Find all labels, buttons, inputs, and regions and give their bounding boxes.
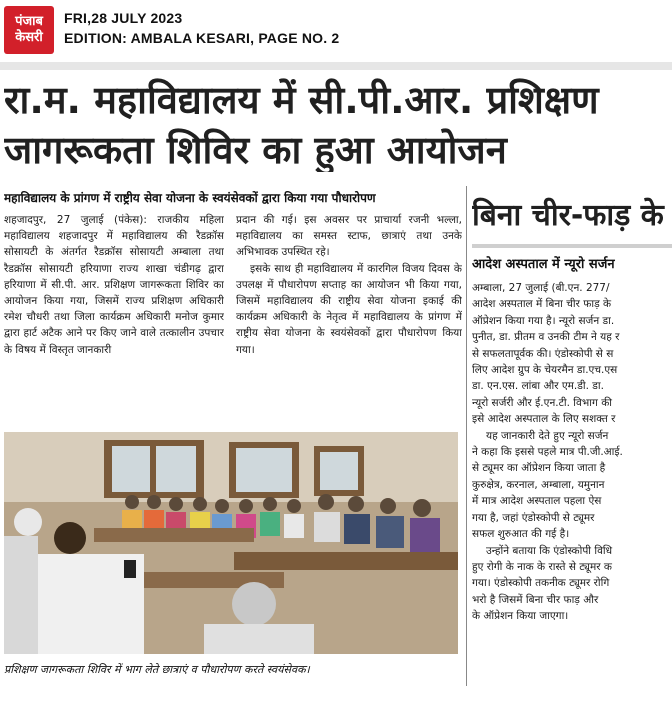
- side-line: इसे आदेश अस्पताल के लिए सशक्त र: [472, 413, 616, 426]
- side-line: कुरुक्षेत्र, करनाल, अम्बाला, यमुनान: [472, 478, 605, 491]
- side-article-headline: बिना चीर-फाड़ के: [472, 198, 664, 233]
- side-line: न्यूरो सर्जरी और ई.एन.टी. विभाग की: [472, 396, 612, 409]
- headline-line-2: जागरूकता शिविर का हुआ आयोजन: [4, 128, 507, 172]
- side-line: अम्बाला, 27 जुलाई (बी.एन. 277/: [472, 282, 610, 294]
- side-line: उन्होंने बताया कि एंडोस्कोपी विधि: [486, 544, 613, 557]
- newspaper-logo: [4, 6, 54, 54]
- logo-line-1: पंजाब: [15, 14, 43, 29]
- article-paragraph: इसके साथ ही महाविद्यालय में कारगिल विजय दिवस के उपलक्ष में पौधारोपण सप्ताह का आयोजन भी किया गया, जिसमें महाविद्यालय की राष्ट्रीय सेवा योजना इकाई की कार्यक्रम अधिकारी के नेतृत्व में महाविद्यालय के प्रांगण में राष्ट्रीय सेवा योजना के स्वयंसेवकों द्वारा पौधारोपण किया गया।: [236, 262, 462, 356]
- article-paragraph: प्रदान की गई। इस अवसर पर प्राचार्या रजनी भल्ला, महाविद्यालय का समस्त स्टाफ, छात्राएं तथा उनके अभिभावक उपस्थित रहे।: [236, 214, 462, 259]
- side-line: गया। एंडोस्कोपी तकनीक ट्यूमर रोगि: [472, 577, 610, 590]
- edition-info: EDITION: AMBALA KESARI, PAGE NO. 2: [64, 30, 340, 46]
- header-divider: [0, 62, 672, 70]
- side-article-band: [472, 244, 672, 248]
- side-line: के ऑप्रेशन किया जाएगा।: [472, 610, 569, 623]
- article-paragraph: शहजादपुर, 27 जुलाई (पंकेस): राजकीय महिला महाविद्यालय शहजादपुर में महाविद्यालय की रैडक्रॉस सोसायटी के अंतर्गत रैडक्रॉस सोसायटी अम्बाला तथा रैडक्रॉस सोसायटी हरियाणा राज्य शाखा चंडीगढ़ द्वारा हरियाणा में सी.पी. आर. प्रशिक्षण जागरूकता शिविर का आयोजन किया गया, जिसमें राज्य प्रशिक्षण अधिकारी रमेश चौधरी तथा जिला कार्यक्रम अधिकारी मनोज कुमार द्वारा हार्ट अटैक आने पर किए जाने वाले तत्कालीन उपचार के विषय में विस्तृत जानकारी: [4, 214, 224, 356]
- headline-line-1: रा.म. महाविद्यालय में सी.पी.आर. प्रशिक्षण: [4, 78, 599, 122]
- column-divider: [466, 186, 467, 686]
- article-photo: [4, 432, 458, 654]
- classroom-photo-illustration: [4, 432, 458, 654]
- logo-line-2: केसरी: [15, 30, 43, 45]
- publication-date: FRI,28 JULY 2023: [64, 10, 183, 26]
- side-line: हुए रोगी के नाक के रास्ते से ट्यूमर क: [472, 560, 612, 573]
- side-line: ने कहा कि इससे पहले मात्र पी.जी.आई.: [472, 446, 623, 459]
- article-column-2: [236, 212, 462, 432]
- side-article-body: [472, 280, 672, 690]
- page-header: [0, 0, 672, 60]
- photo-caption: प्रशिक्षण जागरूकता शिविर में भाग लेते छात्राएं व पौधारोपण करते स्वयंसेवक।: [4, 663, 310, 676]
- side-line: से सफलतापूर्वक की। एंडोस्कोपी से स: [472, 347, 614, 360]
- side-line: डा. एन.एस. लांबा और एम.डी. डा.: [472, 380, 604, 393]
- side-line: से ट्यूमर का ऑप्रेशन किया जाता है: [472, 462, 606, 475]
- side-line: आदेश अस्पताल में बिना चीर फाड़ के: [472, 298, 612, 311]
- sub-headline: महाविद्यालय के प्रांगण में राष्ट्रीय सेवा योजना के स्वयंसेवकों द्वारा किया गया पौधारोपण: [4, 191, 376, 205]
- side-article-subheadline: आदेश अस्पताल में न्यूरो सर्जन: [472, 257, 615, 272]
- side-line: यह जानकारी देते हुए न्यूरो सर्जन: [486, 429, 609, 442]
- side-line: लिए आदेश ग्रुप के चेयरमैन डा.एच.एस: [472, 364, 618, 377]
- side-line: पुनीत, डा. प्रीतम व उनकी टीम ने यह र: [472, 331, 620, 344]
- side-line: गया है, जहां एंडोस्कोपी से ट्यूमर: [472, 511, 595, 524]
- side-line: भरो है जिसमें बिना चीर फाड़ और: [472, 593, 599, 606]
- side-line: ऑप्रेशन किया गया है। न्यूरो सर्जन डा.: [472, 314, 615, 327]
- side-line: सफल शुरुआत की गई है।: [472, 528, 570, 541]
- article-column-1: [4, 212, 224, 432]
- side-line: में मात्र आदेश अस्पताल पहला ऐस: [472, 495, 602, 508]
